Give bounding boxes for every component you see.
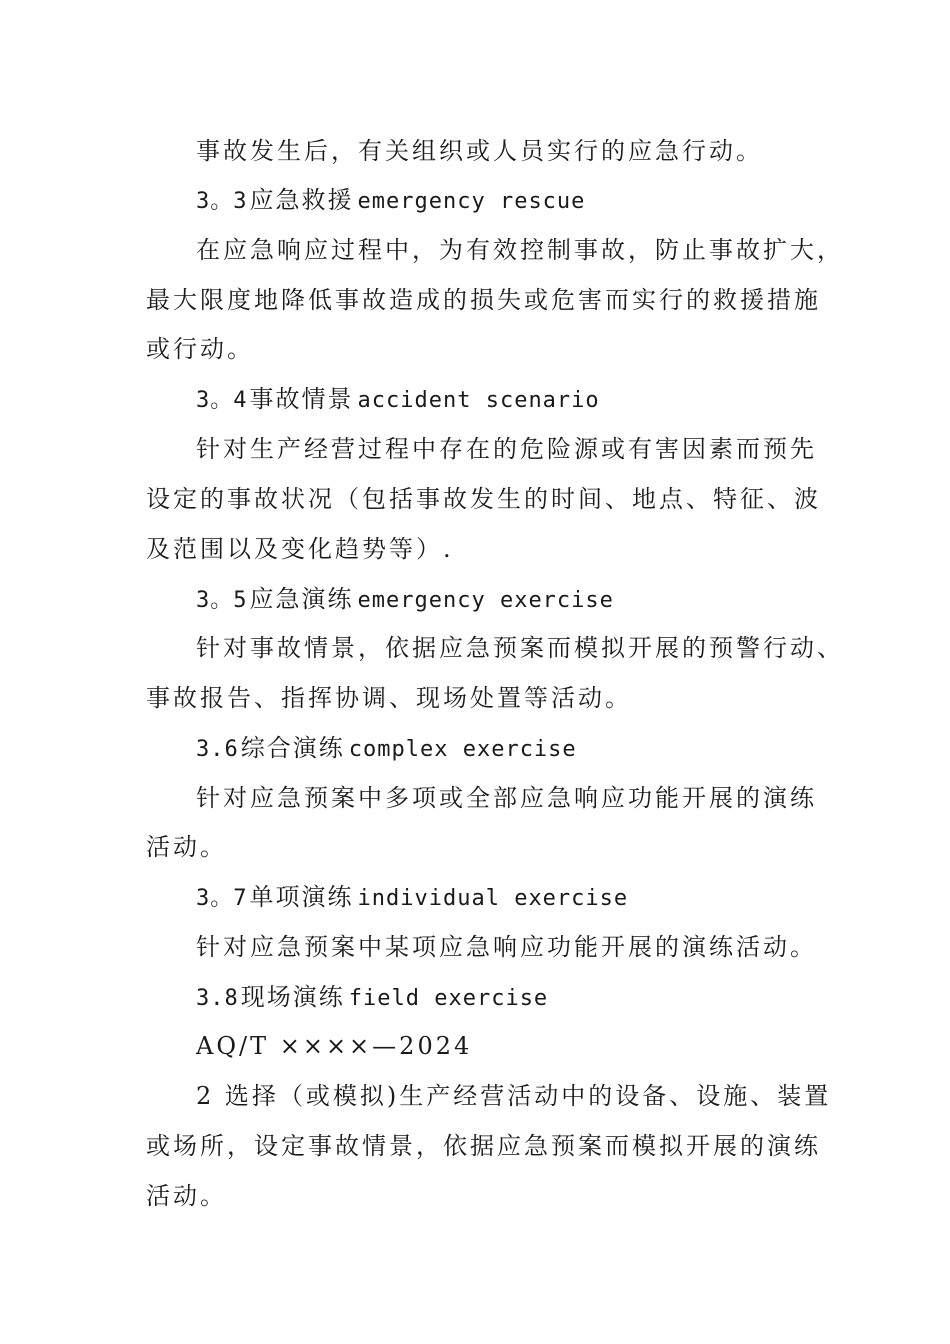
body-text-line: 针对应急预案中多项或全部应急响应功能开展的演练 xyxy=(196,784,817,812)
body-text-line: 针对事故情景，依据应急预案而模拟开展的预警行动、 xyxy=(196,634,844,662)
body-text-line: 或场所，设定事故情景，依据应急预案而模拟开展的演练 xyxy=(146,1132,821,1160)
body-text-line: 活动。 xyxy=(146,1182,227,1210)
section-heading-3-6 xyxy=(196,733,577,763)
section-number: 3。3 xyxy=(196,189,248,214)
section-title-zh: 单项演练 xyxy=(249,883,354,911)
section-title-en: accident scenario xyxy=(357,388,600,413)
section-number: 3.8 xyxy=(196,986,239,1011)
section-title-zh: 综合演练 xyxy=(240,734,345,762)
body-text-line: 活动。 xyxy=(146,833,227,861)
body-text-line: 及范围以及变化趋势等）. xyxy=(146,535,454,563)
body-text-line: 2 选择（或模拟)生产经营活动中的设备、设施、装置 xyxy=(196,1082,832,1110)
section-title-zh: 现场演练 xyxy=(240,983,345,1011)
body-text-line: 事故发生后，有关组织或人员实行的应急行动。 xyxy=(196,137,763,165)
section-heading-3-8 xyxy=(196,982,548,1012)
section-title-en: individual exercise xyxy=(357,886,629,911)
section-heading-3-5 xyxy=(196,584,614,614)
section-heading-3-7 xyxy=(196,882,628,912)
body-text-line: 最大限度地降低事故造成的损失或危害而实行的救援措施 xyxy=(146,286,821,314)
body-text-line: 或行动。 xyxy=(146,335,254,363)
section-title-zh: 应急救援 xyxy=(249,186,354,214)
section-title-en: complex exercise xyxy=(348,737,577,762)
body-text-line: 针对生产经营过程中存在的危险源或有害因素而预先 xyxy=(196,435,817,463)
body-text-line: 在应急响应过程中，为有效控制事故，防止事故扩大， xyxy=(196,236,844,264)
section-number: 3。4 xyxy=(196,388,248,413)
section-heading-3-3 xyxy=(196,185,585,215)
section-title-en: field exercise xyxy=(348,986,549,1011)
section-number: 3。7 xyxy=(196,886,248,911)
section-title-zh: 事故情景 xyxy=(249,385,354,413)
section-title-zh: 应急演练 xyxy=(249,585,354,613)
section-number: 3。5 xyxy=(196,588,248,613)
section-heading-3-4 xyxy=(196,384,600,414)
body-text-line: 事故报告、指挥协调、现场处置等活动。 xyxy=(146,684,632,712)
section-number: 3.6 xyxy=(196,737,239,762)
standard-code-line: AQ/T ××××—2024 xyxy=(196,1032,473,1060)
body-text-line: 设定的事故状况（包括事故发生的时间、地点、特征、波 xyxy=(146,485,821,513)
section-title-en: emergency rescue xyxy=(357,189,586,214)
section-title-en: emergency exercise xyxy=(357,588,614,613)
body-text-line: 针对应急预案中某项应急响应功能开展的演练活动。 xyxy=(196,933,817,961)
